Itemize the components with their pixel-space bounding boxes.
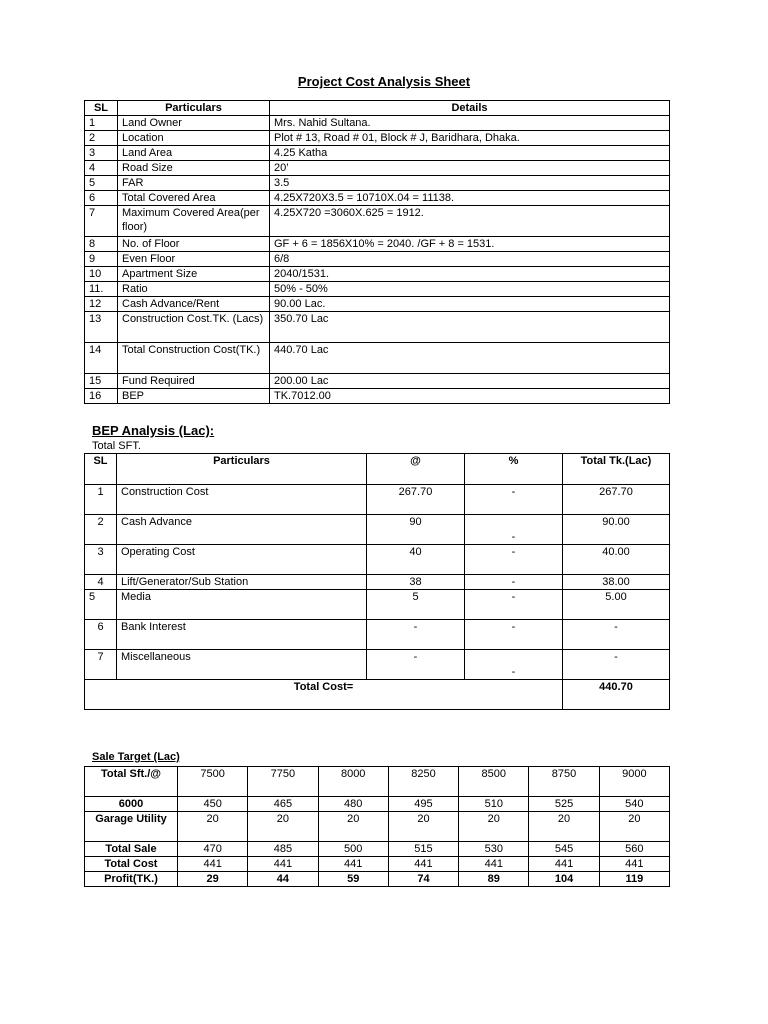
value-cell: 89 [459,872,529,887]
row-at: 90 [367,515,465,545]
table-row [85,374,670,389]
row-sl: 5 [85,590,117,620]
value-cell: 525 [529,797,599,812]
row-particular: Miscellaneous [117,650,367,680]
value-cell: 20 [318,812,388,842]
value-cell: 500 [318,842,388,857]
table-row [85,237,670,252]
row-particular: Bank Interest [117,620,367,650]
table-row [85,267,670,282]
row-total: - [563,650,670,680]
value-cell: 20 [459,812,529,842]
column-header-at: @ [367,454,465,485]
row-total: 40.00 [563,545,670,575]
row-particular: Land Area [118,146,270,161]
row-sl: 1 [85,485,117,515]
row-sl: 3 [85,545,117,575]
table-row [85,343,670,374]
table-row [85,282,670,297]
rate-cell: 8500 [459,767,529,797]
table-row [85,797,670,812]
value-cell: 44 [248,872,318,887]
row-particular: Maximum Covered Area(per floor) [118,206,270,237]
value-cell: 560 [599,842,669,857]
total-row [85,680,670,710]
row-sl: 13 [85,312,118,343]
row-particular: Total Covered Area [118,191,270,206]
row-sl: 7 [85,206,118,237]
rate-cell: 8250 [388,767,458,797]
row-details: 2040/1531. [270,267,670,282]
row-details: 6/8 [270,252,670,267]
value-cell: 530 [459,842,529,857]
value-cell: 119 [599,872,669,887]
value-cell: 20 [388,812,458,842]
row-label: Total Sale [85,842,178,857]
row-sl: 14 [85,343,118,374]
table-row [85,116,670,131]
row-sl: 11. [85,282,118,297]
table-row [85,161,670,176]
row-particular: Fund Required [118,374,270,389]
table-row [85,389,670,404]
value-cell: 465 [248,797,318,812]
row-particular: Road Size [118,161,270,176]
value-cell: 485 [248,842,318,857]
row-details: 50% - 50% [270,282,670,297]
row-label: Total Sft./@ [85,767,178,797]
row-total: 38.00 [563,575,670,590]
row-particular: Lift/Generator/Sub Station [117,575,367,590]
sale-target-table [84,766,670,887]
table-row [85,842,670,857]
row-percent: - [465,650,563,680]
row-sl: 7 [85,650,117,680]
row-at: 40 [367,545,465,575]
value-cell: 441 [599,857,669,872]
value-cell: 470 [178,842,248,857]
value-cell: 510 [459,797,529,812]
value-cell: 20 [599,812,669,842]
row-percent: - [465,575,563,590]
row-details: 3.5 [270,176,670,191]
row-particular: Land Owner [118,116,270,131]
row-particular: Cash Advance [117,515,367,545]
value-cell: 515 [388,842,458,857]
table-row [85,575,670,590]
rate-cell: 7500 [178,767,248,797]
row-details: 200.00 Lac [270,374,670,389]
table-row [85,812,670,842]
table-header-row [85,454,670,485]
row-total: 5.00 [563,590,670,620]
row-label: Total Cost [85,857,178,872]
value-cell: 441 [178,857,248,872]
row-percent: - [465,620,563,650]
value-cell: 59 [318,872,388,887]
row-particular: No. of Floor [118,237,270,252]
row-total: - [563,620,670,650]
table-row [85,176,670,191]
value-cell: 540 [599,797,669,812]
table-row [85,131,670,146]
row-percent: - [465,515,563,545]
row-at: 5 [367,590,465,620]
table-row [85,206,670,237]
row-sl: 15 [85,374,118,389]
table-row [85,545,670,575]
table-row [85,515,670,545]
row-particular: Construction Cost [117,485,367,515]
row-particular: Ratio [118,282,270,297]
value-cell: 104 [529,872,599,887]
column-header-total: Total Tk.(Lac) [563,454,670,485]
row-sl: 10 [85,267,118,282]
row-details: Mrs. Nahid Sultana. [270,116,670,131]
value-cell: 20 [248,812,318,842]
total-cost-value: 440.70 [563,680,670,710]
row-details: 4.25X720X3.5 = 10710X.04 = 11138. [270,191,670,206]
bep-heading: BEP Analysis (Lac): [92,423,215,438]
row-details: GF + 6 = 1856X10% = 2040. /GF + 8 = 1531. [270,237,670,252]
row-percent: - [465,590,563,620]
column-header-details: Details [270,101,670,116]
row-sl: 1 [85,116,118,131]
row-at: 267.70 [367,485,465,515]
value-cell: 480 [318,797,388,812]
row-sl: 6 [85,191,118,206]
row-particular: Apartment Size [118,267,270,282]
total-cost-label: Total Cost= [85,680,563,710]
column-header-particulars: Particulars [117,454,367,485]
table-row [85,872,670,887]
sale-target-heading: Sale Target (Lac) [92,751,180,763]
row-particular: Operating Cost [117,545,367,575]
table-header-row [85,101,670,116]
value-cell: 495 [388,797,458,812]
row-details: 90.00 Lac. [270,297,670,312]
table-row [85,650,670,680]
table-row [85,620,670,650]
row-sl: 3 [85,146,118,161]
value-cell: 441 [248,857,318,872]
row-particular: Location [118,131,270,146]
row-details: 4.25 Katha [270,146,670,161]
row-label: Profit(TK.) [85,872,178,887]
table-row [85,857,670,872]
row-sl: 9 [85,252,118,267]
row-details: 4.25X720 =3060X.625 = 1912. [270,206,670,237]
row-total: 267.70 [563,485,670,515]
row-particular: FAR [118,176,270,191]
row-details: Plot # 13, Road # 01, Block # J, Baridhara, Dhaka. [270,131,670,146]
row-sl: 5 [85,176,118,191]
table-row [85,485,670,515]
row-sl: 12 [85,297,118,312]
value-cell: 20 [529,812,599,842]
column-header-particulars: Particulars [118,101,270,116]
row-percent: - [465,545,563,575]
column-header-sl: SL [85,101,118,116]
table-row [85,297,670,312]
row-sl: 2 [85,131,118,146]
row-particular: Media [117,590,367,620]
table-row [85,191,670,206]
row-sl: 4 [85,161,118,176]
value-cell: 441 [529,857,599,872]
project-details-table [84,100,670,404]
bep-analysis-table [84,453,670,710]
row-details: 350.70 Lac [270,312,670,343]
rate-cell: 9000 [599,767,669,797]
row-label: Garage Utility [85,812,178,842]
table-row [85,590,670,620]
table-row [85,252,670,267]
rate-cell: 7750 [248,767,318,797]
value-cell: 441 [459,857,529,872]
row-percent: - [465,485,563,515]
row-total: 90.00 [563,515,670,545]
page-title: Project Cost Analysis Sheet [297,74,471,89]
value-cell: 20 [178,812,248,842]
value-cell: 29 [178,872,248,887]
value-cell: 441 [318,857,388,872]
row-details: TK.7012.00 [270,389,670,404]
rate-cell: 8000 [318,767,388,797]
row-sl: 16 [85,389,118,404]
row-sl: 2 [85,515,117,545]
value-cell: 450 [178,797,248,812]
row-at: - [367,650,465,680]
row-label: 6000 [85,797,178,812]
table-row [85,146,670,161]
row-particular: Even Floor [118,252,270,267]
value-cell: 545 [529,842,599,857]
row-sl: 4 [85,575,117,590]
rate-cell: 8750 [529,767,599,797]
column-header-sl: SL [85,454,117,485]
row-particular: BEP [118,389,270,404]
row-details: 20’ [270,161,670,176]
row-at: 38 [367,575,465,590]
table-row [85,312,670,343]
table-header-row [85,767,670,797]
row-particular: Total Construction Cost(TK.) [118,343,270,374]
value-cell: 441 [388,857,458,872]
row-details: 440.70 Lac [270,343,670,374]
row-at: - [367,620,465,650]
row-particular: Cash Advance/Rent [118,297,270,312]
column-header-percent: % [465,454,563,485]
row-sl: 8 [85,237,118,252]
row-particular: Construction Cost.TK. (Lacs) [118,312,270,343]
bep-subheading: Total SFT. [92,440,141,452]
row-sl: 6 [85,620,117,650]
value-cell: 74 [388,872,458,887]
